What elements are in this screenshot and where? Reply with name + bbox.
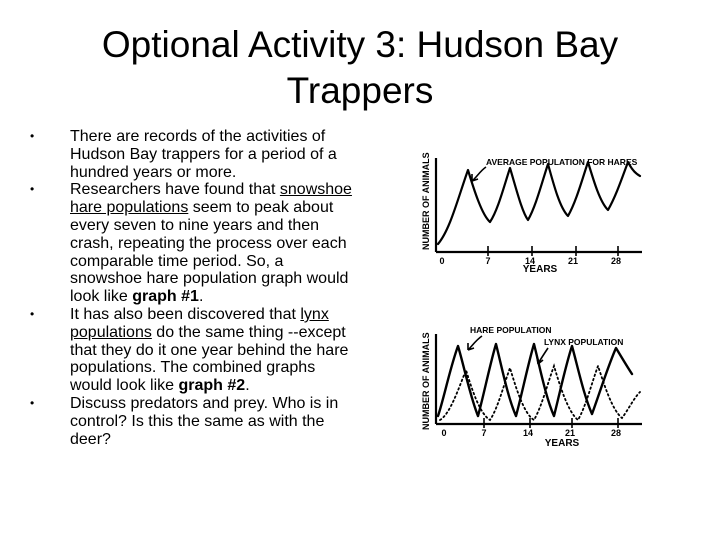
graph-2-hare-lynx-sketch: [410, 318, 670, 453]
bullet-marker: •: [30, 306, 35, 321]
bullet-marker: •: [30, 182, 35, 197]
annotation-arrow: [472, 167, 486, 181]
graph-1-xlabel: YEARS: [522, 264, 558, 275]
graph-2-hare-annotation: HARE POPULATION: [470, 325, 552, 335]
tick-label: 0: [441, 428, 447, 438]
bullet-marker: •: [30, 395, 35, 410]
tick-label: 14: [522, 428, 534, 438]
bullet-item: [24, 181, 359, 306]
bullet-list: [24, 128, 359, 448]
bullet-text: Researchers have found that: [70, 181, 280, 199]
tick-label: 7: [481, 428, 487, 438]
graph-2-xlabel: YEARS: [544, 438, 580, 449]
x-axis-tick-labels: [441, 428, 621, 438]
tick-label: 7: [485, 256, 491, 266]
graph-1-hare-sketch: [410, 140, 670, 275]
bullet-marker: •: [30, 129, 35, 143]
bullet-text: Discuss predators and prey. Who is in control? Is this the same as with the deer?: [70, 394, 339, 448]
hare-population-curve: [438, 344, 632, 416]
underlined-term: snowshoe hare populations: [70, 181, 352, 217]
tick-label: 14: [524, 256, 536, 266]
graph-1-annotation: AVERAGE POPULATION FOR HARES: [486, 157, 638, 167]
tick-label: 21: [567, 256, 579, 266]
hare-population-curve: [438, 162, 640, 244]
tick-label: 21: [564, 428, 576, 438]
tick-label: 0: [439, 256, 445, 266]
graph-reference: graph #2: [178, 377, 246, 395]
bullet-text: There are records of the activities of Hudson Bay trappers for a period of a hundred years or more.: [70, 128, 337, 181]
slide-title: Optional Activity 3: Hudson Bay Trappers: [101, 24, 619, 111]
underlined-term: lynx populations: [70, 305, 329, 341]
tick-label: 28: [610, 256, 622, 266]
graph-2-lynx-annotation: LYNX POPULATION: [544, 337, 624, 347]
lynx-annotation-arrow: [537, 348, 548, 364]
bullet-text: .: [198, 288, 204, 306]
graph-reference: graph #1: [132, 288, 199, 306]
bullet-text: It has also been discovered that: [70, 305, 301, 323]
bullet-item: [24, 306, 359, 395]
tick-label: 28: [610, 428, 622, 438]
bullet-item: [24, 395, 359, 448]
graph-1-ylabel: NUMBER OF ANIMALS: [421, 152, 431, 250]
bullet-text: do the same thing --except that they do it one year behind the hare populations. The combined graphs would look like: [70, 323, 349, 395]
bullet-text: seem to peak about every seven to nine years and then crash, repeating the process over each comparable time period. So, a snowshoe hare population graph would look like: [70, 199, 349, 306]
bullet-text: .: [245, 377, 250, 395]
bullet-item: [24, 128, 359, 181]
graph-2-ylabel: NUMBER OF ANIMALS: [421, 332, 431, 430]
hare-annotation-arrow: [468, 336, 482, 350]
